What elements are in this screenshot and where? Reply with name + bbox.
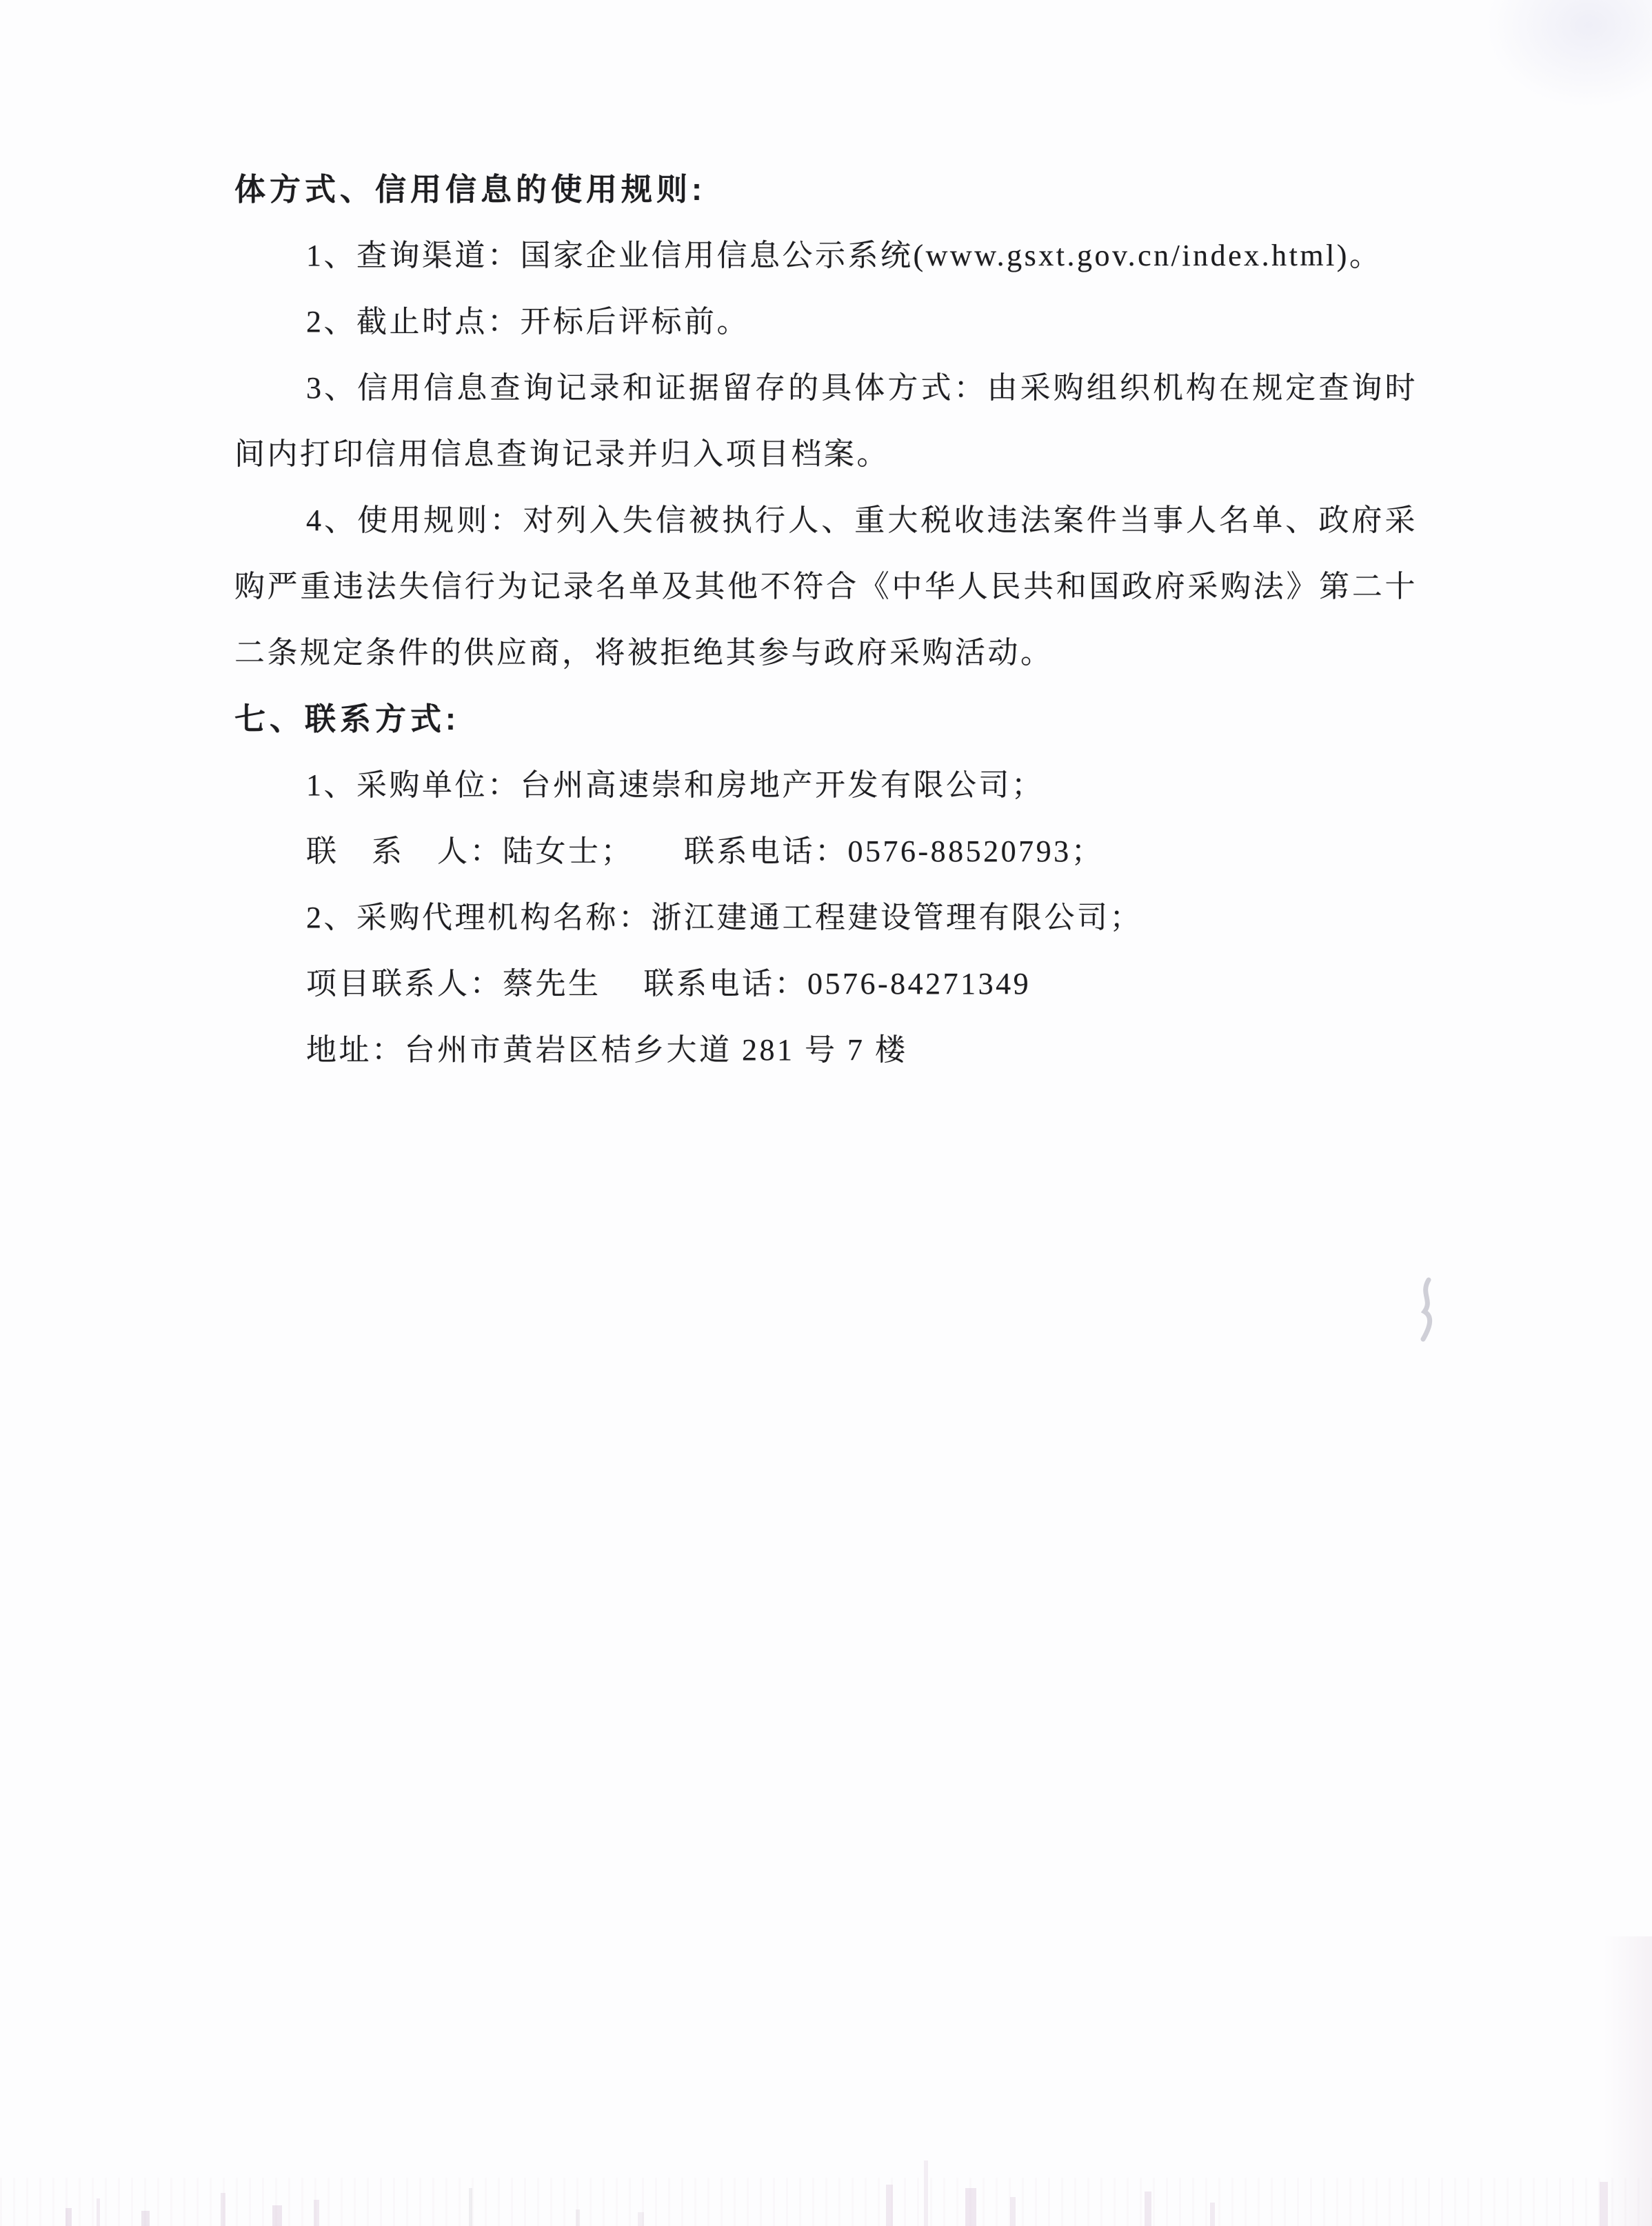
document-content (234, 157, 1418, 1083)
contact-line-address: 地址：台州市黄岩区桔乡大道 281 号 7 楼 (306, 1033, 908, 1067)
rule-item-4: 4、使用规则：对列入失信被执行人、重大税收违法案件当事人名单、政府采购严重违法失信行为记录名单及其他不符合《中华人民共和国政府采购法》第二十二条规定条件的供应商，将被拒绝其参与政府采购活动。 (234, 503, 1418, 670)
rule-item-3: 3、信用信息查询记录和证据留存的具体方式：由采购组织机构在规定查询时间内打印信用信息查询记录并归入项目档案。 (234, 371, 1418, 471)
rule-item-2: 2、截止时点：开标后评标前。 (306, 305, 749, 339)
rule-item-1: 1、查询渠道：国家企业信用信息公示系统(www.gsxt.gov.cn/index.html)。 (306, 239, 1382, 272)
contact-line-agency-person-phone: 项目联系人：蔡先生 联系电话：0576-84271349 (306, 967, 1031, 1001)
scan-mark-artifact (1412, 1277, 1442, 1343)
scan-edge-wash-artifact (1604, 1936, 1652, 2226)
section-heading-contact: 七、联系方式: (234, 701, 460, 736)
section-heading-continuation: 体方式、信用信息的使用规则: (234, 172, 706, 207)
contact-line-agency: 2、采购代理机构名称：浙江建通工程建设管理有限公司； (306, 901, 1142, 934)
scan-smudge-artifact (1482, 0, 1652, 110)
contact-line-purchaser-person-phone: 联 系 人：陆女士； 联系电话：0576-88520793； (306, 834, 1105, 868)
contact-line-purchaser: 1、采购单位：台州高速崇和房地产开发有限公司； (306, 768, 1045, 802)
scan-bottom-streaks-artifact (0, 2178, 1652, 2226)
